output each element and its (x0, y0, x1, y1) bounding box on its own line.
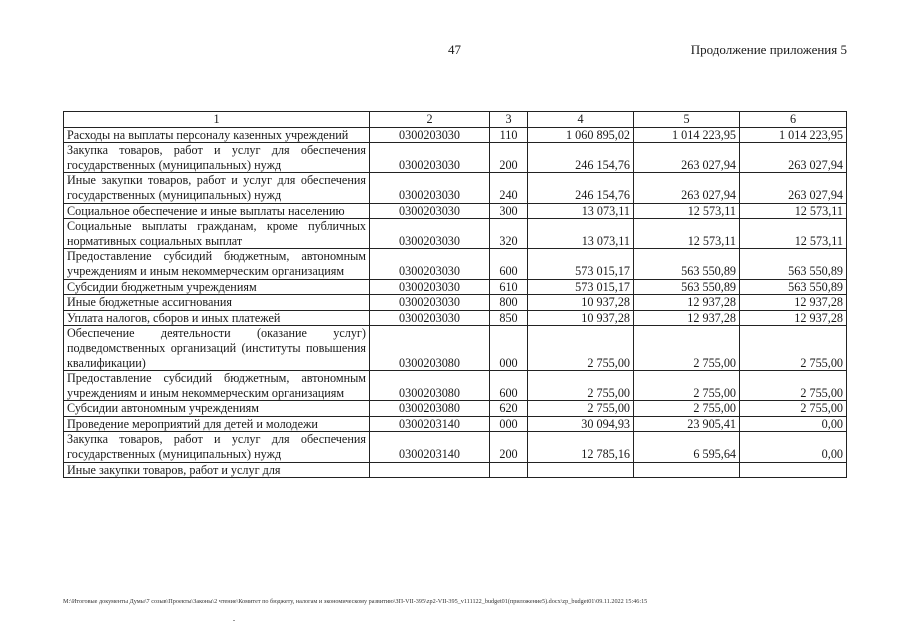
row-amount-cell: 2 755,00 (740, 326, 847, 371)
row-code-cell (370, 462, 490, 478)
row-amount-cell (528, 462, 634, 478)
row-amount-cell: 12 573,11 (634, 219, 740, 249)
row-amount-cell: 573 015,17 (528, 249, 634, 279)
row-amount-cell: 6 595,64 (634, 432, 740, 462)
table-row (64, 371, 847, 401)
row-amount-cell: 12 937,28 (634, 310, 740, 326)
row-code-cell: 0300203030 (370, 143, 490, 173)
row-amount-cell: 10 937,28 (528, 310, 634, 326)
row-amount-cell: 263 027,94 (740, 173, 847, 203)
row-name-cell: Проведение мероприятий для детей и молодежи (64, 416, 370, 432)
row-name-cell: Закупка товаров, работ и услуг для обеспечения государственных (муниципальных) нужд (64, 143, 370, 173)
table-row (64, 143, 847, 173)
row-expense-type-cell: 200 (490, 143, 528, 173)
row-name-cell: Уплата налогов, сборов и иных платежей (64, 310, 370, 326)
scan-speck (233, 620, 235, 621)
row-amount-cell: 12 937,28 (634, 295, 740, 311)
table-row (64, 432, 847, 462)
row-name-cell: Предоставление субсидий бюджетным, автономным учреждениям и иным некоммерческим организациям (64, 249, 370, 279)
row-name-cell: Субсидии бюджетным учреждениям (64, 279, 370, 295)
row-expense-type-cell: 800 (490, 295, 528, 311)
row-expense-type-cell: 240 (490, 173, 528, 203)
table-row (64, 279, 847, 295)
row-amount-cell: 0,00 (740, 432, 847, 462)
column-header: 4 (528, 112, 634, 128)
row-code-cell: 0300203140 (370, 432, 490, 462)
row-amount-cell: 12 937,28 (740, 295, 847, 311)
row-amount-cell: 263 027,94 (634, 173, 740, 203)
row-expense-type-cell: 850 (490, 310, 528, 326)
row-expense-type-cell: 600 (490, 371, 528, 401)
document-file-path: M:\Итоговые документы Думы\7 созыв\Проекты\Законы\2 чтение\Комитет по бюджету, налогам и экономическому развитию\ЗП-VII-395\zp2-VII-395_v111122_budget01(приложение5).docx\zp_budget01\09.11.2022 15:46:15 (63, 598, 648, 605)
table-row (64, 326, 847, 371)
row-amount-cell: 1 014 223,95 (634, 127, 740, 143)
row-amount-cell: 2 755,00 (528, 371, 634, 401)
table-row (64, 310, 847, 326)
row-amount-cell: 263 027,94 (740, 143, 847, 173)
row-amount-cell: 246 154,76 (528, 173, 634, 203)
table-header-row (64, 112, 847, 128)
row-amount-cell: 563 550,89 (740, 249, 847, 279)
table-row (64, 173, 847, 203)
row-code-cell: 0300203030 (370, 310, 490, 326)
row-amount-cell: 263 027,94 (634, 143, 740, 173)
row-amount-cell: 2 755,00 (634, 401, 740, 417)
row-amount-cell: 12 785,16 (528, 432, 634, 462)
row-expense-type-cell: 110 (490, 127, 528, 143)
row-expense-type-cell: 000 (490, 416, 528, 432)
budget-table (63, 111, 847, 478)
row-amount-cell: 2 755,00 (634, 326, 740, 371)
row-amount-cell: 563 550,89 (634, 249, 740, 279)
row-amount-cell: 2 755,00 (528, 401, 634, 417)
row-code-cell: 0300203030 (370, 127, 490, 143)
row-name-cell: Обеспечение деятельности (оказание услуг) подведомственных организаций (институты повышения квалификации) (64, 326, 370, 371)
row-name-cell: Социальное обеспечение и иные выплаты населению (64, 203, 370, 219)
row-name-cell: Закупка товаров, работ и услуг для обеспечения государственных (муниципальных) нужд (64, 432, 370, 462)
column-header: 3 (490, 112, 528, 128)
row-amount-cell: 563 550,89 (740, 279, 847, 295)
row-amount-cell: 246 154,76 (528, 143, 634, 173)
row-amount-cell: 10 937,28 (528, 295, 634, 311)
row-amount-cell: 13 073,11 (528, 219, 634, 249)
column-header: 5 (634, 112, 740, 128)
table-row (64, 416, 847, 432)
table-row (64, 249, 847, 279)
table-row (64, 203, 847, 219)
table-row (64, 127, 847, 143)
row-amount-cell: 12 937,28 (740, 310, 847, 326)
row-amount-cell: 563 550,89 (634, 279, 740, 295)
row-amount-cell: 30 094,93 (528, 416, 634, 432)
row-name-cell: Иные закупки товаров, работ и услуг для обеспечения государственных (муниципальных) нужд (64, 173, 370, 203)
row-name-cell: Социальные выплаты гражданам, кроме публичных нормативных социальных выплат (64, 219, 370, 249)
row-amount-cell: 13 073,11 (528, 203, 634, 219)
row-code-cell: 0300203030 (370, 203, 490, 219)
row-code-cell: 0300203030 (370, 249, 490, 279)
row-expense-type-cell: 610 (490, 279, 528, 295)
column-header: 2 (370, 112, 490, 128)
row-amount-cell: 2 755,00 (528, 326, 634, 371)
row-amount-cell: 12 573,11 (740, 203, 847, 219)
appendix-continuation-label: Продолжение приложения 5 (690, 42, 847, 57)
row-amount-cell: 2 755,00 (740, 371, 847, 401)
table-row (64, 401, 847, 417)
row-expense-type-cell: 200 (490, 432, 528, 462)
row-expense-type-cell: 620 (490, 401, 528, 417)
row-expense-type-cell (490, 462, 528, 478)
row-expense-type-cell: 000 (490, 326, 528, 371)
row-code-cell: 0300203080 (370, 401, 490, 417)
row-code-cell: 0300203030 (370, 295, 490, 311)
row-amount-cell: 1 014 223,95 (740, 127, 847, 143)
row-code-cell: 0300203140 (370, 416, 490, 432)
row-name-cell: Предоставление субсидий бюджетным, автономным учреждениям и иным некоммерческим организациям (64, 371, 370, 401)
table-row (64, 462, 847, 478)
row-amount-cell: 1 060 895,02 (528, 127, 634, 143)
row-code-cell: 0300203080 (370, 371, 490, 401)
column-header: 1 (64, 112, 370, 128)
row-amount-cell (740, 462, 847, 478)
table-row (64, 295, 847, 311)
row-amount-cell: 2 755,00 (740, 401, 847, 417)
row-code-cell: 0300203030 (370, 173, 490, 203)
row-amount-cell: 2 755,00 (634, 371, 740, 401)
row-expense-type-cell: 300 (490, 203, 528, 219)
row-name-cell: Иные закупки товаров, работ и услуг для (64, 462, 370, 478)
row-amount-cell: 573 015,17 (528, 279, 634, 295)
row-code-cell: 0300203030 (370, 219, 490, 249)
row-name-cell: Субсидии автономным учреждениям (64, 401, 370, 417)
table-row (64, 219, 847, 249)
row-code-cell: 0300203080 (370, 326, 490, 371)
row-amount-cell (634, 462, 740, 478)
row-amount-cell: 12 573,11 (740, 219, 847, 249)
page-number: 47 (448, 42, 461, 57)
row-amount-cell: 0,00 (740, 416, 847, 432)
row-expense-type-cell: 600 (490, 249, 528, 279)
row-expense-type-cell: 320 (490, 219, 528, 249)
row-amount-cell: 23 905,41 (634, 416, 740, 432)
row-code-cell: 0300203030 (370, 279, 490, 295)
row-amount-cell: 12 573,11 (634, 203, 740, 219)
row-name-cell: Расходы на выплаты персоналу казенных учреждений (64, 127, 370, 143)
row-name-cell: Иные бюджетные ассигнования (64, 295, 370, 311)
column-header: 6 (740, 112, 847, 128)
